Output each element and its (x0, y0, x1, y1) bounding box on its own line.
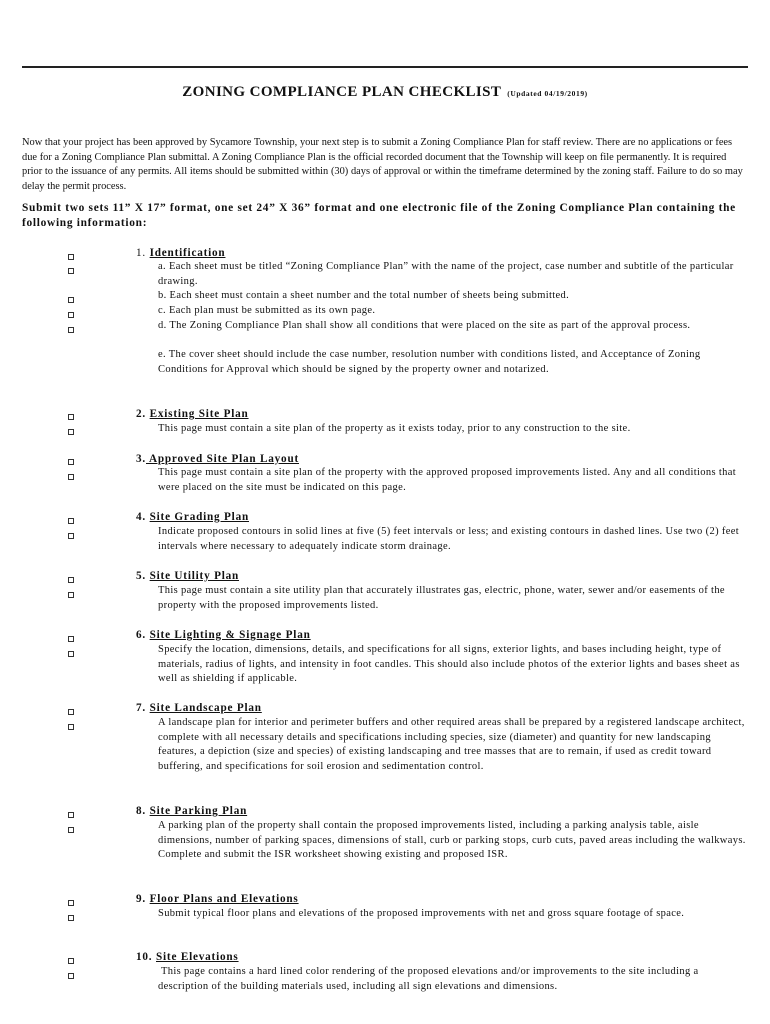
section-heading (136, 892, 299, 906)
section-title: Identification (149, 247, 226, 259)
checkbox[interactable] (68, 327, 74, 333)
section-number: 4. (136, 511, 146, 523)
section-title: Site Landscape Plan (149, 702, 262, 714)
section-body: This page contains a hard lined color rendering of the proposed elevations and/or improvements to the site including a description of the building materials used, including all sign elevations and dimensions. (158, 966, 702, 992)
section-heading (136, 510, 249, 524)
checklist-item: d. The Zoning Compliance Plan shall show all conditions that were placed on the site as part of the approval process. (158, 320, 691, 331)
checkbox[interactable] (68, 827, 74, 833)
checklist-item: b. Each sheet must contain a sheet number and the total number of sheets being submitted. (158, 290, 570, 301)
checklist-item: c. Each plan must be submitted as its own page. (158, 305, 376, 316)
checkbox[interactable] (68, 533, 74, 539)
section-body: This page must contain a site plan of the property with the approved proposed improvements listed. Any and all conditions that were placed on the site must be indicated on this page. (158, 467, 737, 493)
section-heading (136, 452, 299, 466)
section-body: Submit typical floor plans and elevations of the proposed improvements with net and gross square footage of space. (158, 908, 685, 919)
section-number: 5. (136, 570, 146, 582)
title-text: ZONING COMPLIANCE PLAN CHECKLIST (182, 84, 502, 100)
section-title: Existing Site Plan (149, 408, 249, 420)
checkbox[interactable] (68, 268, 74, 274)
section-number: 2. (136, 408, 146, 420)
section-heading (136, 950, 239, 964)
intro-paragraph: Now that your project has been approved by Sycamore Township, your next step is to submit a Zoning Compliance Plan for staff review. There are no applications or fees due for a Zoning Compliance Plan submittal. A Zoning Compliance Plan is the official recorded document that the Township will keep on file permanently. It is required prior to the issuance of any permits. All items should be submitted within (30) days of approval or within the timeframe determined by the zoning staff. Failure to do so may delay the permit process. (22, 137, 743, 192)
checkbox[interactable] (68, 651, 74, 657)
updated-date: (Updated 04/19/2019) (507, 89, 588, 98)
section-heading (136, 701, 262, 715)
submit-instruction: Submit two sets 11” X 17” format, one set 24” X 36” format and one electronic file of the Zoning Compliance Plan containing the following information: (22, 202, 736, 229)
checkbox[interactable] (68, 724, 74, 730)
section-title: Site Utility Plan (149, 570, 240, 582)
section-heading (136, 246, 225, 260)
section-title: Site Grading Plan (149, 511, 249, 523)
checkbox[interactable] (68, 973, 74, 979)
page-title (0, 84, 770, 101)
section-heading (136, 628, 311, 642)
section-title: Approved Site Plan Layout (146, 453, 300, 465)
section-title: Floor Plans and Elevations (149, 893, 299, 905)
checkbox[interactable] (68, 812, 74, 818)
checkbox[interactable] (68, 474, 74, 480)
checkbox[interactable] (68, 429, 74, 435)
top-rule (22, 66, 748, 68)
section-body: Specify the location, dimensions, details, and specifications for all signs, exterior lights, and bases including height, type of materials, radius of lights, and intensity in foot candles. This should also include photos of the exterior lights and bases sheet as well as shielding if applicable. (158, 644, 740, 685)
section-heading (136, 804, 247, 818)
checkbox[interactable] (68, 518, 74, 524)
checkbox[interactable] (68, 414, 74, 420)
checkbox[interactable] (68, 915, 74, 921)
checkbox[interactable] (68, 312, 74, 318)
checklist-item: a. Each sheet must be titled “Zoning Compliance Plan” with the name of the project, case number and subtitle of the particular drawing. (158, 261, 734, 287)
checklist-item: e. The cover sheet should include the case number, resolution number with conditions listed, and Acceptance of Zoning Conditions for Approval which should be signed by the property owner and notarized. (158, 349, 701, 375)
section-title: Site Lighting & Signage Plan (149, 629, 311, 641)
checkbox[interactable] (68, 459, 74, 465)
section-number: 6. (136, 629, 146, 641)
checkbox[interactable] (68, 577, 74, 583)
checkbox[interactable] (68, 254, 74, 260)
section-heading (136, 407, 249, 421)
section-title: Site Elevations (156, 951, 239, 963)
section-body: A landscape plan for interior and perimeter buffers and other required areas shall be prepared by a registered landscape architect, complete with all necessary details and specifications including species, size (diameter) and quantity for new landscaping features, a depiction (size and species) of existing landscaping and tree masses that are to remain, if used as credit toward buffering, and specifications for soil erosion and sedimentation control. (158, 717, 745, 772)
checkbox[interactable] (68, 592, 74, 598)
section-number: 8. (136, 805, 146, 817)
section-body: A parking plan of the property shall contain the proposed improvements listed, including a parking analysis table, aisle dimensions, number of parking spaces, dimensions of stall, curb or parking stops, curb cuts, paved areas including the walkways. Complete and submit the ISR worksheet showing existing and proposed ISR. (158, 820, 746, 861)
checkbox[interactable] (68, 958, 74, 964)
section-heading (136, 569, 239, 583)
checkbox[interactable] (68, 709, 74, 715)
section-number: 3. (136, 453, 146, 465)
section-number: 7. (136, 702, 146, 714)
section-number: 10. (136, 951, 153, 963)
section-number: 1. (136, 247, 146, 259)
section-body: Indicate proposed contours in solid lines at five (5) feet intervals or less; and existing contours in dashed lines. Use two (2) feet intervals where necessary to adequately indicate storm drainage. (158, 526, 740, 552)
section-body: This page must contain a site plan of the property as it exists today, prior to any construction to the site. (158, 423, 631, 434)
section-title: Site Parking Plan (149, 805, 248, 817)
checkbox[interactable] (68, 636, 74, 642)
checkbox[interactable] (68, 900, 74, 906)
section-body: This page must contain a site utility plan that accurately illustrates gas, electric, phone, water, sewer and/or easements of the property with the proposed improvements listed. (158, 585, 725, 611)
section-number: 9. (136, 893, 146, 905)
checkbox[interactable] (68, 297, 74, 303)
